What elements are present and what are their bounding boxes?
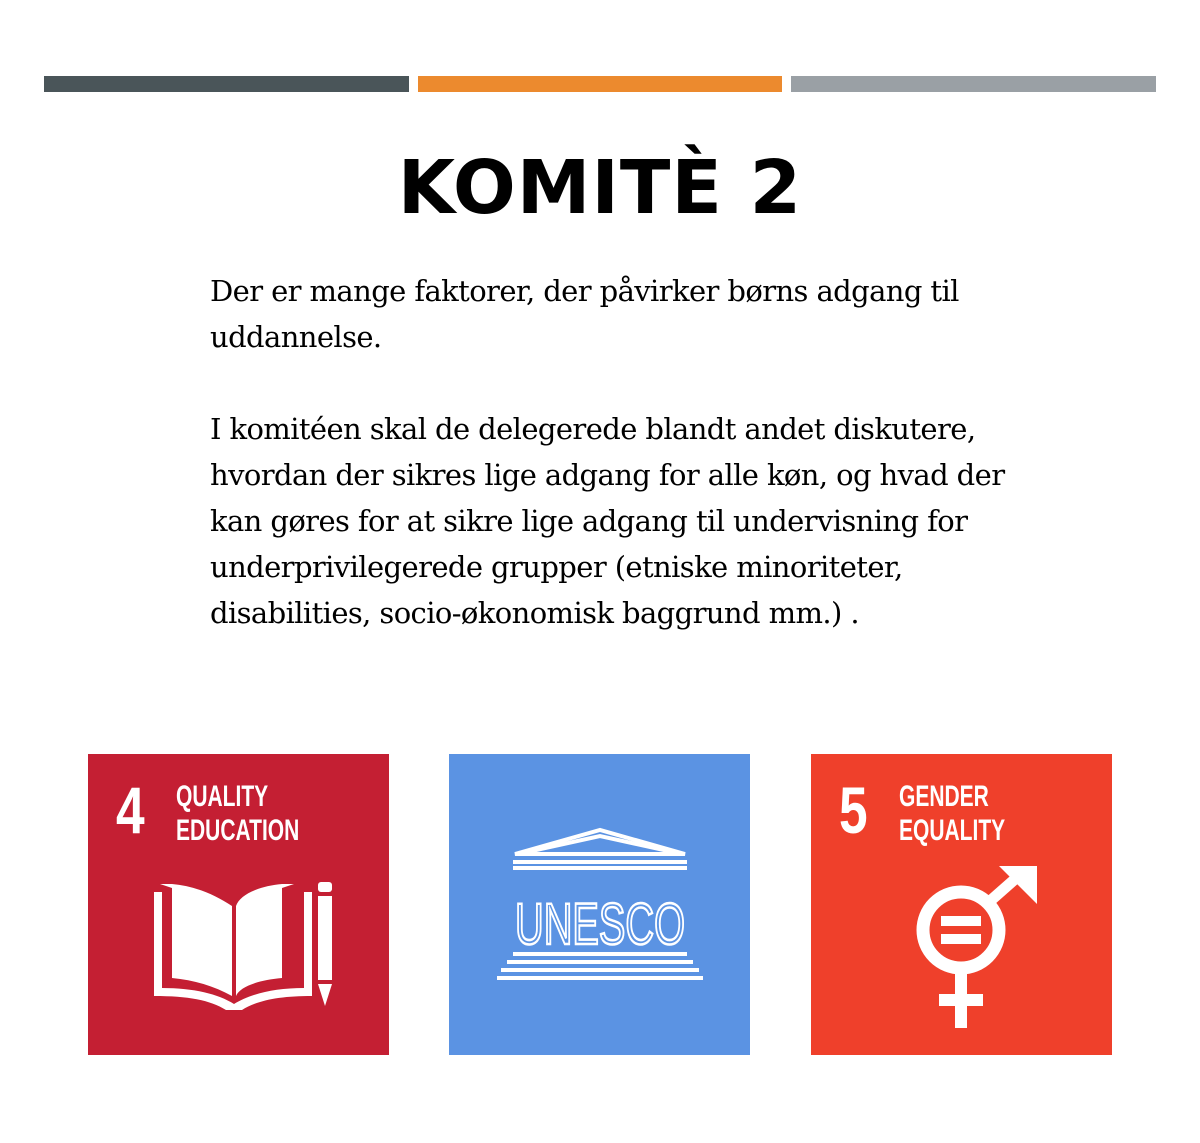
unesco-logo-text: UNESCO <box>515 892 685 957</box>
unesco-temple-logo <box>497 826 703 986</box>
sdg4-number: 4 <box>116 773 145 847</box>
sdg4-tile <box>88 754 389 1055</box>
page-title: KOMITÈ 2 <box>397 145 803 231</box>
book-pencil-icon <box>154 878 334 1010</box>
sdg4-label <box>176 780 299 848</box>
sdg4-label-line2: EDUCATION <box>176 814 300 847</box>
paragraph-committee: I komitéen skal de delegerede blandt andet diskutere, hvordan der sikres lige adgang for alle køn, og hvad der kan gøres for at sikre lige adgang til undervisning for underprivilegerede grupper (etniske minoriteter, disabilities, socio-økonomisk baggrund mm.) . <box>210 412 1005 630</box>
header-bar-gray <box>791 76 1156 92</box>
gender-equality-icon <box>911 866 1037 1030</box>
body-text <box>210 268 1030 636</box>
unesco-tile <box>449 754 750 1055</box>
paragraph-intro: Der er mange faktorer, der påvirker børns adgang til uddannelse. <box>210 274 959 354</box>
sdg5-label <box>899 780 1005 848</box>
sdg5-label-line1: GENDER <box>899 780 989 813</box>
header-bar-orange <box>418 76 782 92</box>
header-bar-dark <box>44 76 409 92</box>
sdg4-label-line1: QUALITY <box>176 780 269 813</box>
sdg5-number: 5 <box>839 773 868 847</box>
sdg5-tile <box>811 754 1112 1055</box>
sdg5-label-line2: EQUALITY <box>899 814 1006 847</box>
